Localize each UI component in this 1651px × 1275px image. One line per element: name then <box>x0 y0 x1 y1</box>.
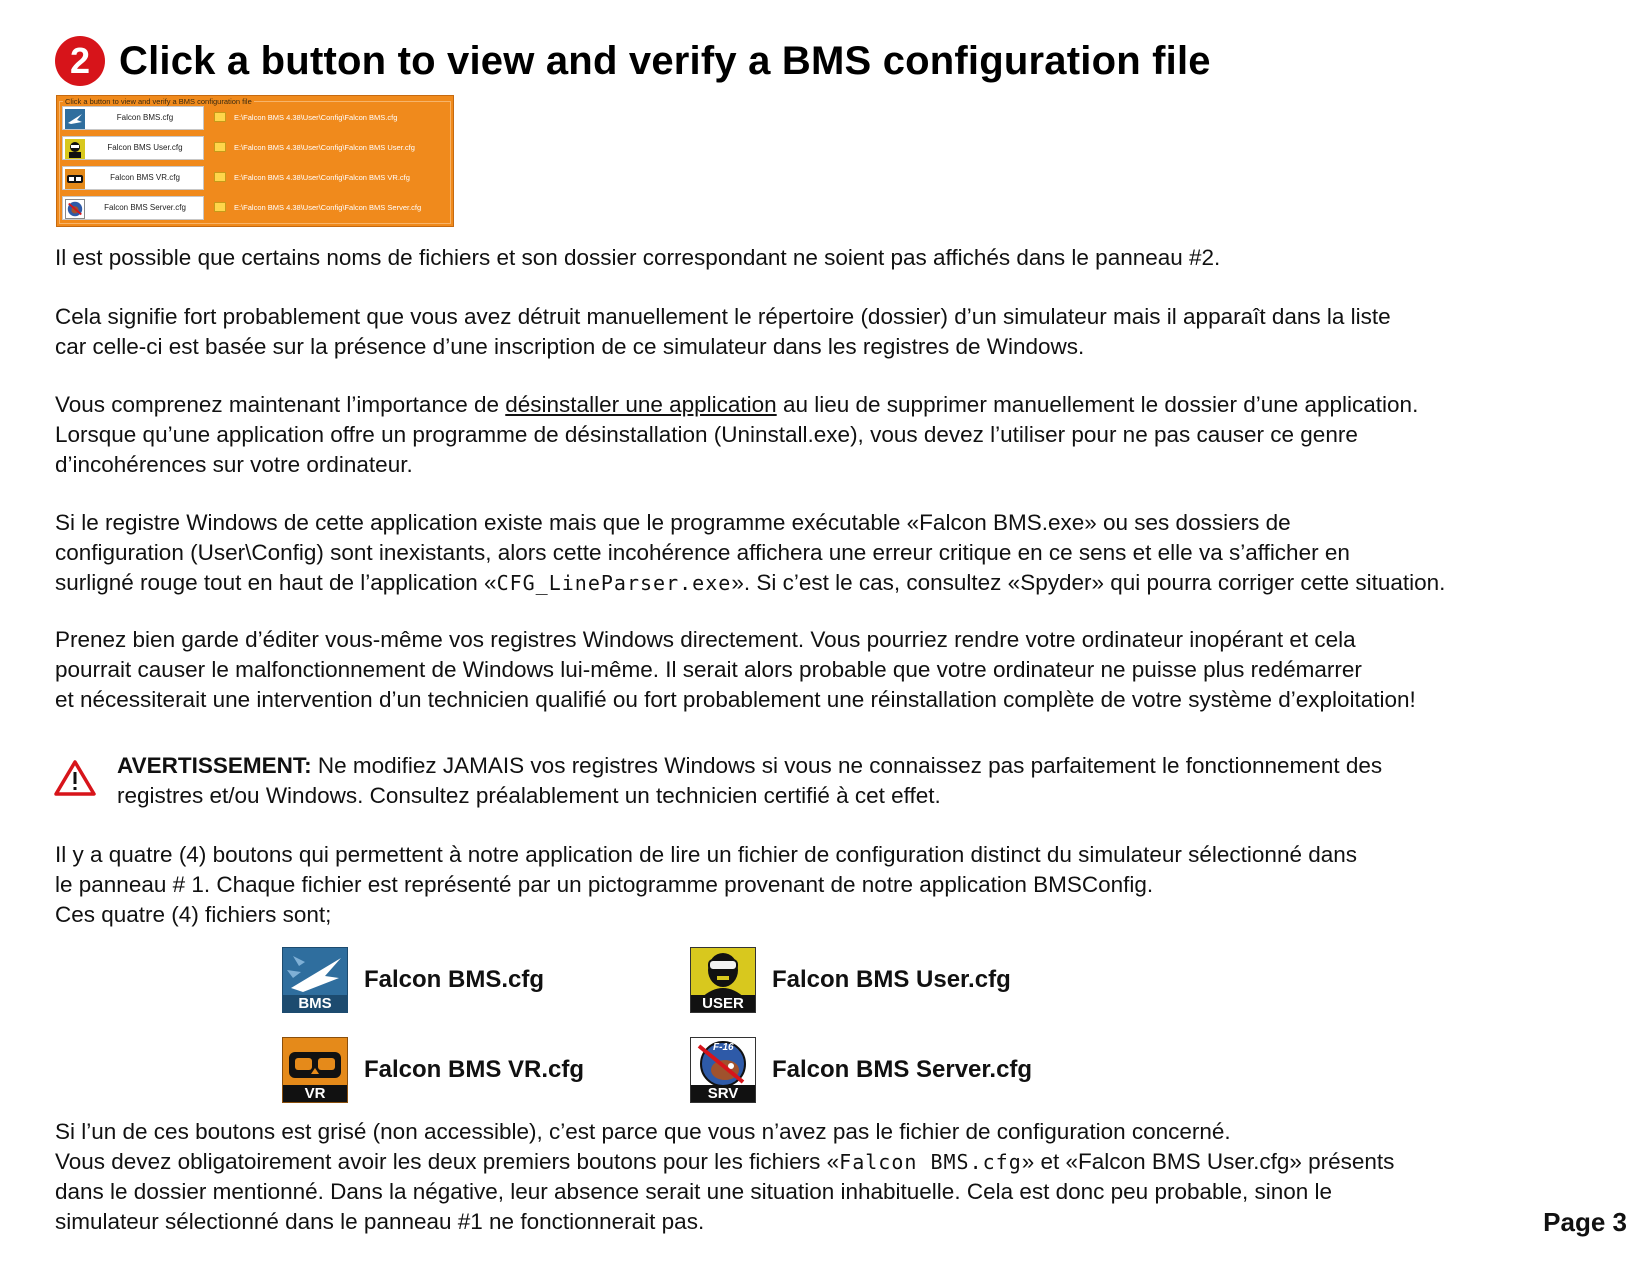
text-line: car celle-ci est basée sur la présence d’une inscription de ce simulateur dans les registres de Windows. <box>55 334 1085 359</box>
text-line: le panneau # 1. Chaque fichier est représenté par un pictogramme provenant de notre application BMSConfig. <box>55 872 1154 897</box>
panel-button-label: Falcon BMS VR.cfg <box>110 173 180 182</box>
cfg-file-name: Falcon BMS.cfg <box>839 1150 1022 1174</box>
text-line <box>55 568 1445 598</box>
paragraph-6 <box>55 840 1357 930</box>
warning-label: AVERTISSEMENT: <box>117 753 312 778</box>
config-item-user <box>690 947 1011 1013</box>
panel-row <box>62 136 450 160</box>
text-line: registres et/ou Windows. Consultez préalablement un technicien certifié à cet effet. <box>117 783 941 808</box>
panel-file-path: E:\Falcon BMS 4.38\User\Config\Falcon BMS User.cfg <box>234 143 415 152</box>
panel-row <box>62 166 450 190</box>
text-line: Si le registre Windows de cette application existe mais que le programme exécutable «Falcon BMS.exe» ou ses dossiers de <box>55 510 1291 535</box>
paragraph-4 <box>55 508 1445 598</box>
icon-tag: USER <box>691 995 755 1012</box>
text-line <box>55 1147 1394 1177</box>
text-line: Il est possible que certains noms de fichiers et son dossier correspondant ne soient pas affichés dans le panneau #2. <box>55 245 1221 270</box>
text-line: Il y a quatre (4) boutons qui permettent à notre application de lire un fichier de configuration distinct du simulateur sélectionné dans <box>55 842 1358 867</box>
config-item-label: Falcon BMS VR.cfg <box>364 1056 585 1083</box>
section-heading <box>55 36 1211 86</box>
text-segment: ». Si c’est le cas, consultez «Spyder» qui pourra corriger cette situation. <box>731 570 1446 595</box>
folder-icon[interactable] <box>214 202 226 212</box>
config-item-bms <box>282 947 544 1013</box>
config-item-label: Falcon BMS Server.cfg <box>772 1056 1033 1083</box>
f16-badge: F-16 <box>713 1042 734 1053</box>
panel-button-label: Falcon BMS.cfg <box>116 113 174 122</box>
user-icon <box>65 139 85 159</box>
panel-button-label: Falcon BMS Server.cfg <box>104 203 186 212</box>
user-icon <box>690 947 756 1013</box>
text-segment: » et «Falcon BMS User.cfg» présents <box>1021 1149 1395 1174</box>
text-line <box>117 751 1382 781</box>
text-segment: Vous comprenez maintenant l’importance de <box>55 392 506 417</box>
panel-row <box>62 196 450 220</box>
bms-icon <box>282 947 348 1013</box>
page-title: Click a button to view and verify a BMS configuration file <box>119 38 1211 83</box>
config-panel-screenshot <box>56 95 454 227</box>
vr-icon <box>65 169 85 189</box>
panel-row <box>62 106 450 130</box>
text-line <box>55 390 1418 420</box>
icon-tag: VR <box>283 1085 347 1102</box>
text-line: Si l’un de ces boutons est grisé (non accessible), c’est parce que vous n’avez pas le fichier de configuration concerné. <box>55 1119 1231 1144</box>
paragraph-5 <box>55 625 1416 715</box>
paragraph-1 <box>55 243 1220 273</box>
exe-name: CFG_LineParser.exe <box>496 571 732 595</box>
server-icon <box>65 199 85 219</box>
icon-tag: BMS <box>283 995 347 1012</box>
warning-icon <box>54 760 96 796</box>
text-line: pourrait causer le malfonctionnement de Windows lui-même. Il serait alors probable que votre ordinateur ne puisse plus redémarrer <box>55 657 1362 682</box>
panel-server-cfg-button[interactable] <box>62 196 204 220</box>
step-number-badge: 2 <box>55 36 105 86</box>
folder-icon[interactable] <box>214 112 226 122</box>
paragraph-2 <box>55 302 1391 362</box>
folder-icon[interactable] <box>214 172 226 182</box>
config-item-server <box>690 1037 1032 1103</box>
config-item-label: Falcon BMS User.cfg <box>772 966 1011 993</box>
text-line: Prenez bien garde d’éditer vous-même vos registres Windows directement. Vous pourriez rendre votre ordinateur inopérant et cela <box>55 627 1356 652</box>
page-number: Page 3 <box>1543 1207 1627 1237</box>
paragraph-3 <box>55 390 1418 480</box>
warning-text <box>117 751 1382 811</box>
panel-vr-cfg-button[interactable] <box>62 166 204 190</box>
config-item-vr <box>282 1037 584 1103</box>
panel-file-path: E:\Falcon BMS 4.38\User\Config\Falcon BMS VR.cfg <box>234 173 410 182</box>
panel-button-label: Falcon BMS User.cfg <box>107 143 183 152</box>
panel-file-path: E:\Falcon BMS 4.38\User\Config\Falcon BMS Server.cfg <box>234 203 422 212</box>
uninstall-link[interactable]: désinstaller une application <box>505 392 777 417</box>
bms-icon <box>65 109 85 129</box>
server-icon <box>690 1037 756 1103</box>
text-segment: surligné rouge tout en haut de l’application « <box>55 570 497 595</box>
vr-icon <box>282 1037 348 1103</box>
text-line: Lorsque qu’une application offre un programme de désinstallation (Uninstall.exe), vous devez l’utiliser pour ne pas causer ce genre <box>55 422 1358 447</box>
text-segment: Vous devez obligatoirement avoir les deux premiers boutons pour les fichiers « <box>55 1149 840 1174</box>
panel-bms-cfg-button[interactable] <box>62 106 204 130</box>
text-segment: Ne modifiez JAMAIS vos registres Windows si vous ne connaissez pas parfaitement le fonctionnement des <box>311 753 1383 778</box>
text-line: Cela signifie fort probablement que vous avez détruit manuellement le répertoire (dossier) d’un simulateur mais il apparaît dans la liste <box>55 304 1391 329</box>
paragraph-7 <box>55 1117 1394 1237</box>
icon-tag: SRV <box>691 1085 755 1102</box>
text-segment: au lieu de supprimer manuellement le dossier d’une application. <box>776 392 1419 417</box>
text-line: et nécessiterait une intervention d’un technicien qualifié ou fort probablement une réinstallation complète de votre système d’exploitation! <box>55 687 1416 712</box>
panel-file-path: E:\Falcon BMS 4.38\User\Config\Falcon BMS.cfg <box>234 113 398 122</box>
text-line: dans le dossier mentionné. Dans la négative, leur absence serait une situation inhabituelle. Cela est donc peu probable, sinon le <box>55 1179 1333 1204</box>
text-line: Ces quatre (4) fichiers sont; <box>55 902 332 927</box>
folder-icon[interactable] <box>214 142 226 152</box>
panel-caption: Click a button to view and verify a BMS configuration file <box>65 97 252 106</box>
text-line: simulateur sélectionné dans le panneau #1 ne fonctionnerait pas. <box>55 1209 705 1234</box>
text-line: d’incohérences sur votre ordinateur. <box>55 452 413 477</box>
panel-user-cfg-button[interactable] <box>62 136 204 160</box>
text-line: configuration (User\Config) sont inexistants, alors cette incohérence affichera une erreur critique en ce sens et elle va s’afficher en <box>55 540 1350 565</box>
config-item-label: Falcon BMS.cfg <box>364 966 545 993</box>
